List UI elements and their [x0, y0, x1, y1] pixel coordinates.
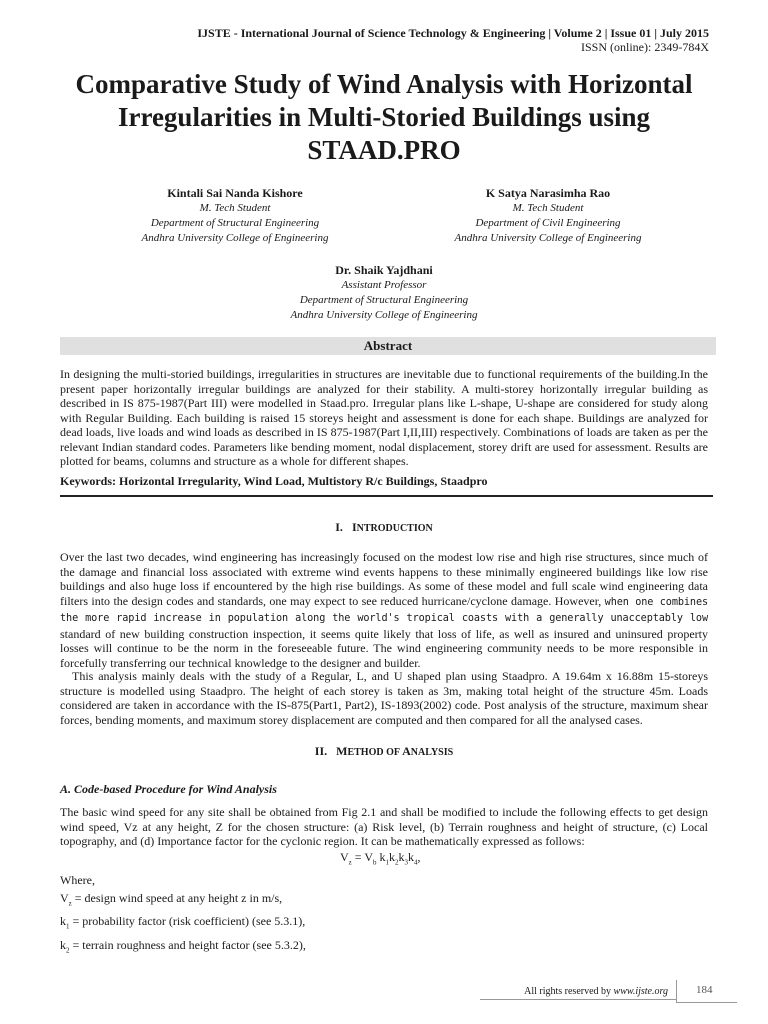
author-block: [95, 185, 375, 246]
eq-symbol: V: [340, 850, 349, 864]
author-role: M. Tech Student: [199, 202, 271, 214]
eq-subscript: b: [373, 858, 377, 867]
intro-text-b: when one combines the more rapid increase in population along the world's tropical coasts with a generally unacceptably low: [60, 596, 709, 624]
definition-item: [60, 936, 306, 959]
section-rest: NTRODUCTION: [356, 523, 433, 534]
eq-symbol: k: [379, 850, 386, 864]
eq-subscript: 3: [404, 858, 408, 867]
eq-subscript: 4: [414, 858, 418, 867]
def-symbol: k: [60, 914, 66, 929]
intro-paragraph-2: This analysis mainly deals with the study of a Regular, L, and U shaped plan using Staadpro. A 19.64m x 16.88m 15-storeys structure is modelled using Staadpro. The height of each storey is taken as 3m, making total height of the structure 45m. Loads considered are taken in accordance with the IS-875(Part1, Part2), IS-1893(2002) code. Post analysis of the structure, maximum shear forces, bending moments, and maximum storey displacement are computed and then compared for all the analysed cases.: [60, 669, 708, 727]
author-inst: Andhra University College of Engineering: [454, 232, 642, 244]
author-block: [408, 185, 688, 246]
definition-list: [60, 871, 306, 959]
intro-text-c: standard of new building construction inspection, it seems quite likely that loss of life, as well as insured and uninsured property losses will continue to be the norm in the foreseeable future. The wind engineering community needs to be more responsible in forcefully transferring our technical knowledge to the designer and builder.: [60, 626, 708, 670]
def-subscript: 2: [66, 946, 70, 955]
abstract-heading: Abstract: [60, 337, 716, 355]
def-text: = design wind speed at any height z in m/s,: [71, 891, 283, 905]
footer-url[interactable]: www.ijste.org: [613, 986, 668, 997]
eq-symbol: k: [389, 850, 395, 864]
issn-line: ISSN (online): 2349-784X: [581, 40, 709, 54]
footer-rights-text: All rights reserved by: [524, 986, 614, 997]
author-role: Assistant Professor: [341, 279, 427, 291]
def-subscript: z: [68, 899, 72, 908]
paper-title: Comparative Study of Wind Analysis with Horizontal Irregularities in Multi-Storied Buildings using STAAD.PRO: [75, 69, 693, 165]
author-dept: Department of Structural Engineering: [299, 294, 469, 306]
eq-subscript: 2: [395, 858, 399, 867]
section-rest: ETHOD OF: [347, 747, 403, 758]
intro-paragraph-1: [60, 550, 708, 670]
journal-line: IJSTE - International Journal of Science Technology & Engineering | Volume 2 | Issue 01 | July 2015: [197, 26, 709, 40]
author-role: M. Tech Student: [512, 202, 584, 214]
section-cap: A: [402, 744, 411, 758]
def-text: = terrain roughness and height factor (see 5.3.2),: [69, 937, 306, 952]
section-heading-introduction: [60, 520, 708, 536]
section-divider: [60, 495, 713, 497]
intro-text-a: Over the last two decades, wind engineering has increasingly focused on the modest low rise and high rise structures, since much of the damage and financial loss associated with extreme wind events happens to these minimally engineered buildings like low rise buildings and also huge loss if encountered by the high rise buildings. As some of these model and full scale wind engineering data filters into the design codes and standards, one may expect to see reduced hurricane/cyclone damage. However,: [60, 550, 708, 608]
section-number: I.: [335, 520, 343, 534]
definition-item: [60, 912, 306, 935]
eq-symbol: k: [408, 850, 414, 864]
section-heading-method: [60, 744, 708, 760]
author-inst: Andhra University College of Engineering: [290, 309, 478, 321]
subsection-heading: A. Code-based Procedure for Wind Analysis: [60, 782, 277, 796]
author-name: Kintali Sai Nanda Kishore: [167, 186, 303, 200]
eq-symbol: = V: [351, 850, 373, 864]
author-dept: Department of Structural Engineering: [150, 217, 320, 229]
eq-subscript: 1: [385, 858, 389, 867]
def-symbol: k: [60, 937, 66, 952]
def-text: = probability factor (risk coefficient) (see 5.3.1),: [69, 914, 306, 929]
abstract-text: In designing the multi-storied buildings, irregularities in structures are inevitable due to functional requirements of the building.In the present paper horizontally irregular buildings are analyzed for their stability. A multi-storey horizontally irregular building as described in IS 875-1987(Part III) were modelled in Staad.pro. Irregular plans like L-shape, U-shape are considered for study along with Regular Building. Each building is raised 15 storeys height and assessment is done for each shape. Buildings are analyzed for dead loads, live loads and wind loads as described in IS 875-1987(Part I,II,III) respectively. Combinations of loads are taken as per the relevant Indian standard codes. Parameters like bending moment, nodal displacement, storey drift are used for assessment. Results are plotted for beams, columns and structure as a whole for different shapes.: [60, 367, 708, 468]
running-header: [197, 26, 709, 54]
section-cap: M: [336, 744, 348, 758]
eq-symbol: ,: [417, 850, 421, 864]
where-label: Where,: [60, 873, 95, 887]
method-paragraph: The basic wind speed for any site shall be obtained from Fig 2.1 and shall be modified to include the following effects to get design wind speed, Vz at any height, Z for the chosen structure: (a) Risk level, (b) Terrain roughness and height of structure, (c) Local topography, and (d) Importance factor for the cyclonic region. It can be mathematically expressed as follows:: [60, 805, 708, 848]
wind-speed-equation: [340, 850, 421, 866]
section-rest: NALYSIS: [410, 747, 454, 758]
definition-item: [60, 889, 306, 912]
author-inst: Andhra University College of Engineering: [141, 232, 329, 244]
author-dept: Department of Civil Engineering: [475, 217, 621, 229]
footer-rights: [524, 986, 668, 997]
footer-rule: [480, 999, 676, 1000]
def-subscript: 1: [66, 922, 70, 931]
def-symbol: V: [60, 891, 69, 905]
eq-subscript: z: [348, 858, 352, 867]
author-name: K Satya Narasimha Rao: [485, 186, 611, 200]
section-number: II.: [314, 744, 328, 758]
author-name: Dr. Shaik Yajdhani: [335, 263, 433, 277]
author-block: [244, 262, 524, 323]
section-cap: I: [351, 520, 357, 534]
keywords: Keywords: Horizontal Irregularity, Wind Load, Multistory R/c Buildings, Staadpro: [60, 474, 488, 488]
eq-symbol: k: [398, 850, 405, 864]
page-number: 184: [696, 984, 713, 996]
